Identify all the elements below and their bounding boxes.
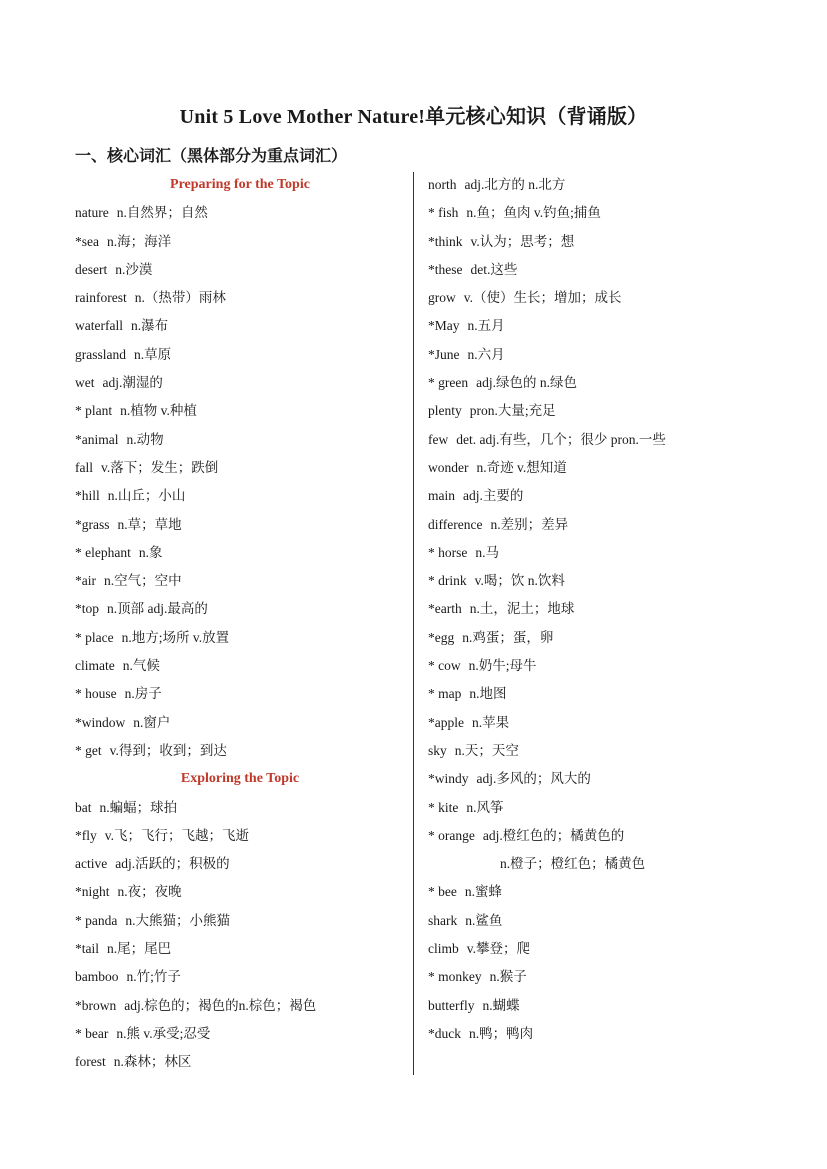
vocab-word: * elephant <box>75 544 131 560</box>
vocab-definition: n.房子 <box>124 686 162 702</box>
vocab-column-left <box>75 171 405 1077</box>
vocab-word: climb <box>428 941 459 957</box>
vocab-entry <box>75 482 405 510</box>
vocab-word: *these <box>428 261 463 277</box>
vocab-definition: n.蝙蝠；球拍 <box>99 799 178 815</box>
vocab-word: *May <box>428 318 460 334</box>
vocab-entry <box>75 256 405 284</box>
vocab-entry <box>75 595 405 623</box>
vocab-entry <box>428 935 758 963</box>
vocab-word: *sea <box>75 233 99 249</box>
vocab-definition: adj.北方的 n.北方 <box>464 177 566 192</box>
vocab-word: * monkey <box>428 969 482 985</box>
vocab-word: * orange <box>428 827 475 843</box>
vocab-word: * plant <box>75 403 113 419</box>
vocab-word: *duck <box>428 1025 461 1041</box>
vocab-definition: n.尾；尾巴 <box>107 941 172 957</box>
vocab-definition: adj.绿色的 n.绿色 <box>476 375 577 391</box>
vocab-entry <box>428 256 758 284</box>
vocab-definition: n.苹果 <box>472 714 510 730</box>
vocab-word: *apple <box>428 714 464 730</box>
vocab-word: plenty <box>428 403 462 419</box>
vocab-word: few <box>428 431 449 447</box>
vocab-definition: adj.橙红色的；橘黄色的 <box>482 827 625 843</box>
vocab-entry <box>75 454 405 482</box>
vocab-definition: n.风筝 <box>466 799 504 815</box>
vocab-word: wet <box>75 375 95 391</box>
vocab-definition: n.象 <box>138 544 163 560</box>
vocab-definition: n.天；天空 <box>454 742 519 758</box>
vocab-entry <box>75 652 405 680</box>
vocab-entry <box>75 1020 405 1048</box>
vocab-word: *grass <box>75 516 110 532</box>
vocab-definition: n.熊 v.承受;忍受 <box>116 1025 211 1041</box>
vocab-definition: n.六月 <box>467 346 505 362</box>
vocab-entry <box>428 907 758 935</box>
vocab-word: *air <box>75 573 96 589</box>
vocab-definition: n.顶部 adj.最高的 <box>107 601 208 617</box>
vocab-definition: v.攀登；爬 <box>466 941 530 957</box>
vocab-definition: v.认为；思考；想 <box>470 233 575 249</box>
vocab-entry <box>428 228 758 256</box>
vocab-word: * fish <box>428 205 459 221</box>
vocab-word: main <box>428 488 455 504</box>
vocab-definition: n.瀑布 <box>130 318 169 334</box>
vocab-definition: n.五月 <box>467 318 505 334</box>
vocab-word: grow <box>428 290 456 306</box>
vocab-column-right <box>428 171 758 1048</box>
vocab-word: * map <box>428 686 462 702</box>
vocab-entry <box>428 709 758 737</box>
vocab-entry <box>75 539 405 567</box>
vocab-entry <box>75 312 405 340</box>
vocab-entry <box>428 595 758 623</box>
vocab-entry <box>428 1020 758 1048</box>
vocab-word: * bee <box>428 884 457 900</box>
vocab-word: wonder <box>428 459 469 475</box>
vocab-definition: n.土，泥土；地球 <box>469 601 575 617</box>
vocab-entry <box>75 709 405 737</box>
vocab-word: bat <box>75 799 92 815</box>
vocab-definition: adj.活跃的；积极的 <box>115 856 230 872</box>
vocab-word: * kite <box>428 799 459 815</box>
vocab-entry <box>428 652 758 680</box>
vocab-definition: n.奶牛;母牛 <box>468 658 537 674</box>
vocab-entry <box>75 567 405 595</box>
vocab-definition: n.奇迹 v.想知道 <box>476 459 567 475</box>
section-heading: 一、核心词汇（黑体部分为重点词汇） <box>75 148 348 165</box>
vocab-entry <box>428 737 758 765</box>
vocab-word: butterfly <box>428 997 475 1013</box>
vocab-definition: n.窗户 <box>133 714 171 730</box>
vocab-word: bamboo <box>75 969 119 985</box>
vocab-definition: n.空气；空中 <box>104 573 182 589</box>
vocab-word: grassland <box>75 346 126 362</box>
vocab-word: *window <box>75 714 126 730</box>
vocab-word: * cow <box>428 658 461 674</box>
vocab-word: *earth <box>428 601 462 617</box>
vocab-word: nature <box>75 205 109 221</box>
vocab-definition: n.（热带）雨林 <box>134 290 226 306</box>
vocab-entry <box>428 680 758 708</box>
vocab-word: *think <box>428 233 463 249</box>
vocab-definition: v.喝；饮 n.饮料 <box>474 573 565 589</box>
vocab-word: north <box>428 177 457 192</box>
vocab-word: * bear <box>75 1025 109 1041</box>
vocab-definition: det.这些 <box>470 261 518 277</box>
vocab-entry <box>428 426 758 454</box>
vocab-word: desert <box>75 261 108 277</box>
vocab-definition: n.山丘；小山 <box>107 488 186 504</box>
vocab-word: * house <box>75 686 117 702</box>
vocab-word: * place <box>75 629 114 645</box>
vocab-definition: n.蝴蝶 <box>482 997 520 1013</box>
vocab-word: *June <box>428 346 460 362</box>
vocab-definition: n.海；海洋 <box>107 233 172 249</box>
vocab-word: *fly <box>75 827 97 843</box>
vocab-definition: adj.多风的；风大的 <box>476 771 591 787</box>
vocab-definition: v.落下；发生；跌倒 <box>101 459 219 475</box>
vocab-entry <box>428 878 758 906</box>
vocab-definition: n.地方;场所 v.放置 <box>121 629 230 645</box>
vocab-entry <box>428 963 758 991</box>
vocab-definition: n.差别；差异 <box>490 516 569 532</box>
vocab-entry <box>428 794 758 822</box>
vocab-definition: n.草原 <box>134 346 172 362</box>
column-divider <box>413 172 414 1075</box>
vocab-word: difference <box>428 516 483 532</box>
vocab-definition: n.竹;竹子 <box>126 969 181 985</box>
vocab-word: *hill <box>75 488 100 504</box>
vocab-entry <box>75 397 405 425</box>
vocab-word: rainforest <box>75 290 127 306</box>
vocab-entry <box>75 228 405 256</box>
subsection-heading: Preparing for the Topic <box>170 177 310 192</box>
vocab-definition: n.鱼；鱼肉 v.钓鱼;捕鱼 <box>466 205 601 221</box>
vocab-definition: v.得到；收到；到达 <box>109 742 227 758</box>
vocab-word: *windy <box>428 771 469 787</box>
vocab-word: *egg <box>428 629 455 645</box>
vocab-entry <box>75 794 405 822</box>
vocab-word: *top <box>75 601 100 617</box>
vocab-definition: n.猴子 <box>489 969 527 985</box>
vocab-word: * green <box>428 375 469 391</box>
vocab-entry <box>75 511 405 539</box>
vocab-definition: n.沙漠 <box>115 261 153 277</box>
vocab-entry <box>428 341 758 369</box>
vocab-definition: n.马 <box>475 544 499 560</box>
vocab-definition: n.鲨鱼 <box>465 912 503 928</box>
vocab-definition: n.鸡蛋；蛋，卵 <box>462 629 554 645</box>
vocab-definition: n.鸭；鸭肉 <box>469 1025 534 1041</box>
vocab-definition: n.草；草地 <box>117 516 182 532</box>
vocab-word: climate <box>75 658 115 674</box>
vocab-word: * horse <box>428 544 468 560</box>
vocab-entry <box>75 426 405 454</box>
vocab-definition: n.自然界；自然 <box>116 205 208 221</box>
vocab-definition: n.夜；夜晚 <box>117 884 182 900</box>
vocab-entry <box>75 992 405 1020</box>
vocab-definition: n.蜜蜂 <box>464 884 502 900</box>
vocab-entry <box>428 822 758 850</box>
vocab-word: shark <box>428 912 458 928</box>
vocab-entry <box>428 284 758 312</box>
vocab-entry <box>428 312 758 340</box>
vocab-entry <box>75 341 405 369</box>
vocab-entry <box>75 963 405 991</box>
vocab-definition: n.气候 <box>122 658 160 674</box>
vocab-entry <box>75 284 405 312</box>
vocab-entry <box>75 850 405 878</box>
vocab-word: *night <box>75 884 110 900</box>
vocab-entry <box>428 992 758 1020</box>
vocab-word: forest <box>75 1054 106 1070</box>
vocab-entry <box>428 454 758 482</box>
vocab-word: *animal <box>75 431 119 447</box>
vocab-definition: n.地图 <box>469 686 507 702</box>
vocab-word: *brown <box>75 997 117 1013</box>
subsection-heading: Exploring the Topic <box>180 771 300 787</box>
vocab-word: * drink <box>428 573 467 589</box>
vocab-entry <box>428 624 758 652</box>
vocab-entry <box>75 907 405 935</box>
vocab-definition: adj.潮湿的 <box>102 375 163 391</box>
vocab-entry <box>75 624 405 652</box>
vocab-entry <box>428 369 758 397</box>
vocab-word: sky <box>428 742 447 758</box>
vocab-definition: pron.大量;充足 <box>469 403 556 419</box>
vocab-entry <box>428 199 758 227</box>
vocab-entry <box>75 369 405 397</box>
vocab-definition: adj.棕色的；褐色的n.棕色；褐色 <box>124 997 317 1013</box>
vocab-entry <box>428 511 758 539</box>
vocab-entry <box>428 765 758 793</box>
vocab-word: fall <box>75 459 93 475</box>
vocab-entry <box>75 1048 405 1076</box>
vocab-definition: n.大熊猫；小熊猫 <box>125 912 230 928</box>
vocab-entry <box>428 171 758 199</box>
vocab-word: * panda <box>75 912 118 928</box>
vocab-definition: n.动物 <box>126 431 164 447</box>
vocab-entry <box>75 935 405 963</box>
vocab-word: * get <box>75 742 102 758</box>
vocab-entry <box>75 822 405 850</box>
vocab-word: *tail <box>75 941 99 957</box>
vocab-entry <box>75 680 405 708</box>
vocab-definition: det. adj.有些，几个；很少 pron.一些 <box>456 431 666 447</box>
vocab-entry <box>428 539 758 567</box>
vocab-definition: v.（使）生长；增加；成长 <box>463 290 622 306</box>
vocab-entry <box>428 397 758 425</box>
vocab-word: waterfall <box>75 318 123 334</box>
vocab-entry <box>75 737 405 765</box>
vocab-entry <box>428 482 758 510</box>
page-title: Unit 5 Love Mother Nature!单元核心知识（背诵版） <box>179 106 648 128</box>
vocab-entry <box>75 878 405 906</box>
vocab-definition: adj.主要的 <box>463 488 524 504</box>
vocab-definition: n.森林；林区 <box>113 1054 192 1070</box>
vocab-definition: n.植物 v.种植 <box>120 403 197 419</box>
vocab-definition: v.飞；飞行；飞越；飞逝 <box>104 827 249 843</box>
vocab-definition-continued: n.橙子；橙红色；橘黄色 <box>500 856 646 872</box>
vocab-entry <box>75 199 405 227</box>
vocab-word: active <box>75 856 108 872</box>
vocab-entry <box>428 567 758 595</box>
